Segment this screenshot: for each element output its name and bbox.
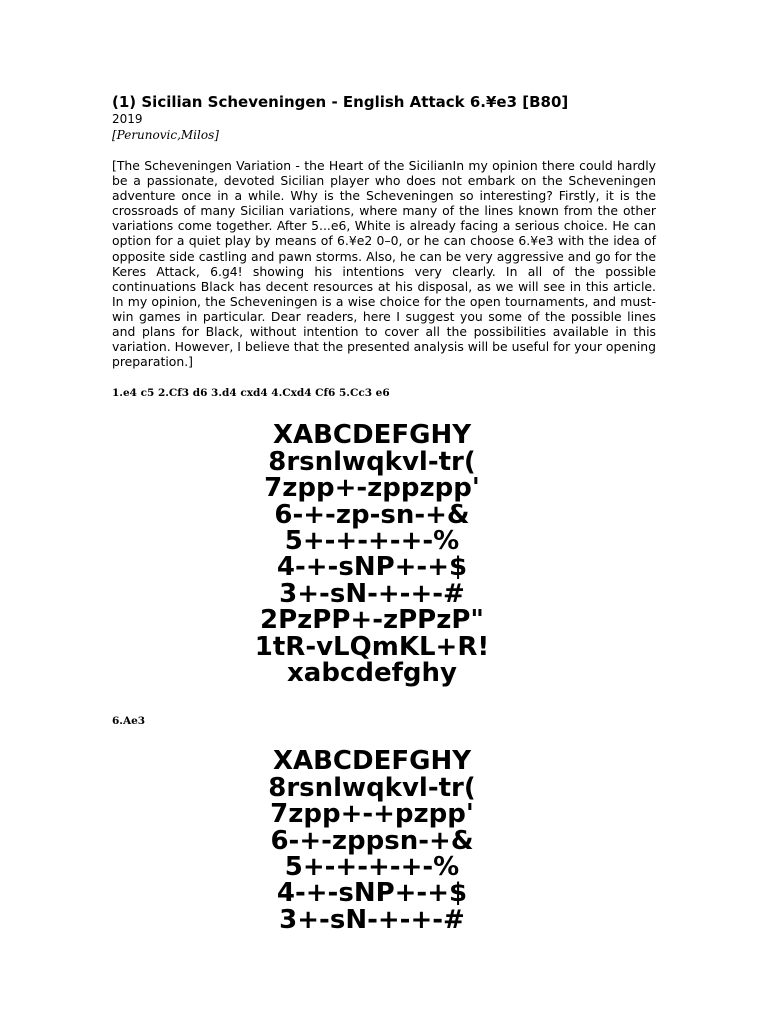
diagram-row: 6-+-zppsn-+& [270, 825, 474, 856]
diagram-row: xabcdefghy [287, 657, 457, 688]
diagram-row: 8rsnlwqkvl-tr( [268, 446, 476, 477]
game-year: 2019 [112, 112, 143, 126]
move-list-opening: 1.e4 c5 2.Cf3 d6 3.d4 cxd4 4.Cxd4 Cf6 5.Cc3 e6 [112, 387, 390, 400]
diagram-row: XABCDEFGHY [272, 420, 472, 451]
diagram-row: 8rsnlwqkvl-tr( [268, 772, 476, 803]
intro-paragraph: [The Scheveningen Variation - the Heart of the SicilianIn my opinion there could hardly be a passionate, devoted Sicilian player who does not embark on the Scheveningen adventure once in a while. Why is the Scheveningen so interesting? Firstly, it is the crossroads of many Sicilian variations, where many of the lines known from the other variations come together. After 5...e6, White is already facing a serious choice. He can option for a quiet play by means of 6.¥e2 0–0, or he can choose 6.¥e3 with the idea of opposite side castling and pawn storms. Also, he can be very aggressive and go for the Keres Attack, 6.g4! showing his intentions very clearly. In all of the possible continuations Black has decent resources at his disposal, as we will see in this article. In my opinion, the Scheveningen is a wise choice for the open tournaments, and must-win games in particular. Dear readers, here I suggest you some of the possible lines and plans for Black, without intention to cover all the possibilities available in this variation. However, I believe that the presented analysis will be useful for your opening preparation.] [112, 158, 656, 370]
diagram-row: 4-+-sNP+-+$ [276, 878, 468, 909]
move-list-continuation: 6.Ae3 [112, 715, 146, 728]
diagram-row: 1tR-vLQmKL+R! [254, 631, 490, 662]
diagram-row: 5+-+-+-+-% [284, 525, 460, 556]
diagram-row: 2PzPP+-zPPzP" [260, 605, 484, 636]
diagram-row: 7zpp+-+pzpp' [270, 799, 474, 830]
diagram-row: 7zpp+-zppzpp' [264, 473, 480, 504]
diagram-row: XABCDEFGHY [272, 746, 472, 777]
game-author: [Perunovic,Milos] [112, 128, 219, 142]
diagram-row: 6-+-zp-sn-+& [274, 499, 470, 530]
diagram-row: 5+-+-+-+-% [284, 852, 460, 882]
chess-diagram-2 [100, 748, 644, 933]
document-page [112, 93, 656, 933]
diagram-row: 3+-sN-+-+-# [279, 904, 465, 935]
chess-diagram-1 [100, 422, 644, 686]
diagram-row: 3+-sN-+-+-# [279, 578, 465, 609]
diagram-row: 4-+-sNP+-+$ [276, 552, 468, 583]
game-title: (1) Sicilian Scheveningen - English Attack 6.¥e3 [B80] [112, 93, 569, 111]
